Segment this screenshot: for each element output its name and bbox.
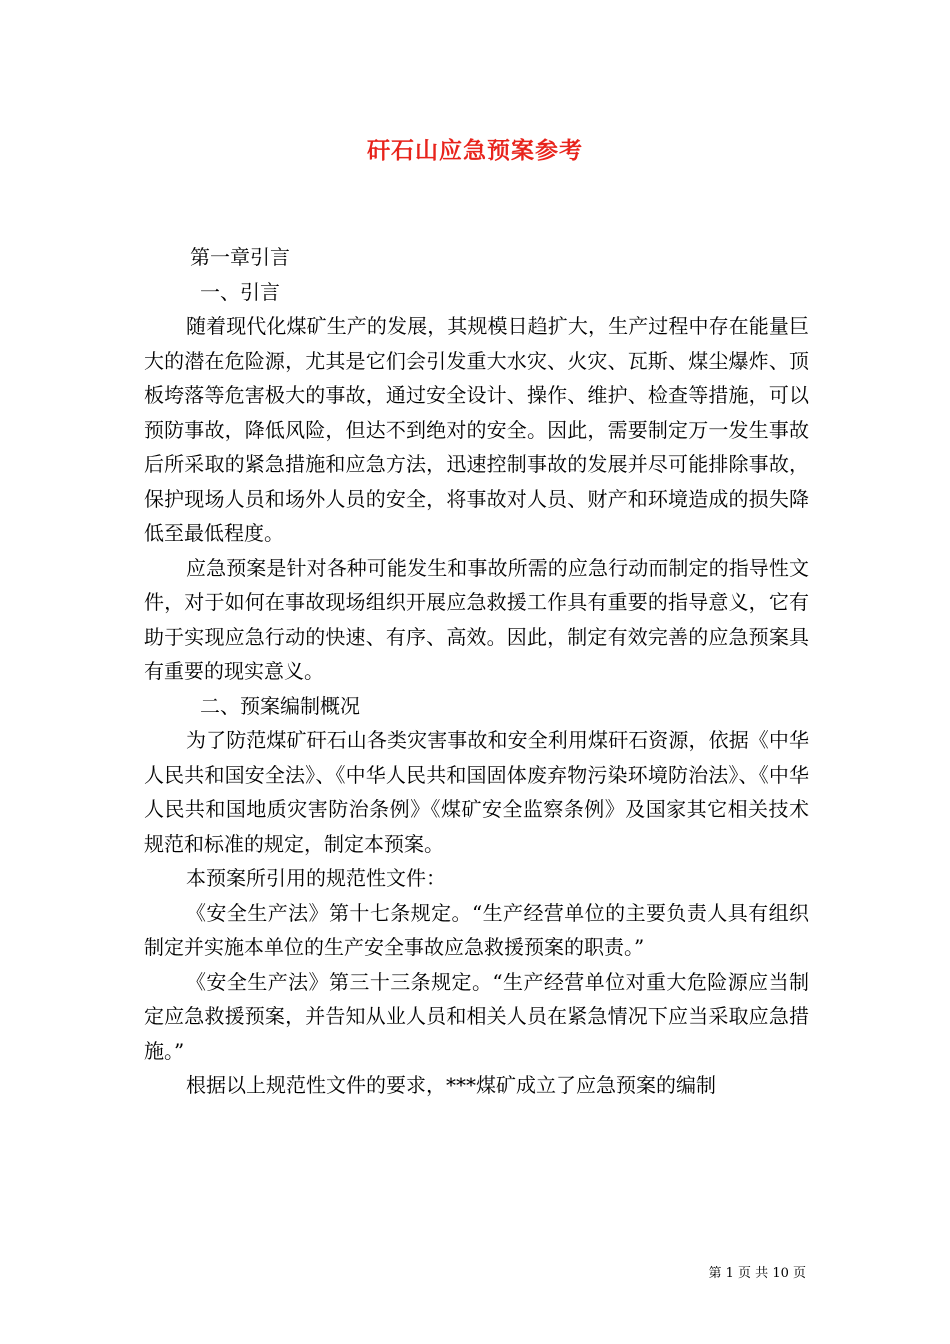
- paragraph: 随着现代化煤矿生产的发展，其规模日趋扩大，生产过程中存在能量巨大的潜在危险源，尤其是它们会引发重大水灾、火灾、瓦斯、煤尘爆炸、顶板垮落等危害极大的事故，通过安全设计、操作、维护、检查等措施，可以预防事故，降低风险，但达不到绝对的安全。因此，需要制定万一发生事故后所采取的紧急措施和应急方法，迅速控制事故的发展并尽可能排除事故，保护现场人员和场外人员的安全，将事故对人员、财产和环境造成的损失降低至最低程度。: [144, 314, 809, 545]
- paragraph: 应急预案是针对各种可能发生和事故所需的应急行动而制定的指导性文件，对于如何在事故现场组织开展应急救援工作具有重要的指导意义，它有助于实现应急行动的快速、有序、高效。因此，制定有效完善的应急预案具有重要的现实意义。: [144, 555, 809, 683]
- document-body: [144, 240, 809, 1103]
- paragraph: 本预案所引用的规范性文件：: [186, 866, 446, 890]
- page-footer: 第 1 页 共 10 页: [708, 1266, 806, 1281]
- chapter-heading: 第一章引言: [190, 245, 290, 269]
- section-heading-intro: 一、引言: [200, 279, 280, 304]
- document-title: 矸石山应急预案参考: [367, 137, 583, 164]
- paragraph: 根据以上规范性文件的要求，***煤矿成立了应急预案的编制: [186, 1073, 716, 1097]
- paragraph: 为了防范煤矿矸石山各类灾害事故和安全利用煤矸石资源，依据《中华人民共和国安全法》、《中华人民共和国固体废弃物污染环境防治法》、《中华人民共和国地质灾害防治条例》《煤矿安全监察条例》及国家其它相关技术规范和标准的规定，制定本预案。: [144, 728, 809, 856]
- paragraph: 《安全生产法》第十七条规定。“生产经营单位的主要负责人具有组织制定并实施本单位的生产安全事故应急救援预案的职责。”: [144, 900, 809, 959]
- paragraph: 《安全生产法》第三十三条规定。“生产经营单位对重大危险源应当制定应急救援预案，并告知从业人员和相关人员在紧急情况下应当采取应急措施。”: [144, 969, 809, 1063]
- section-heading-overview: 二、预案编制概况: [200, 693, 360, 718]
